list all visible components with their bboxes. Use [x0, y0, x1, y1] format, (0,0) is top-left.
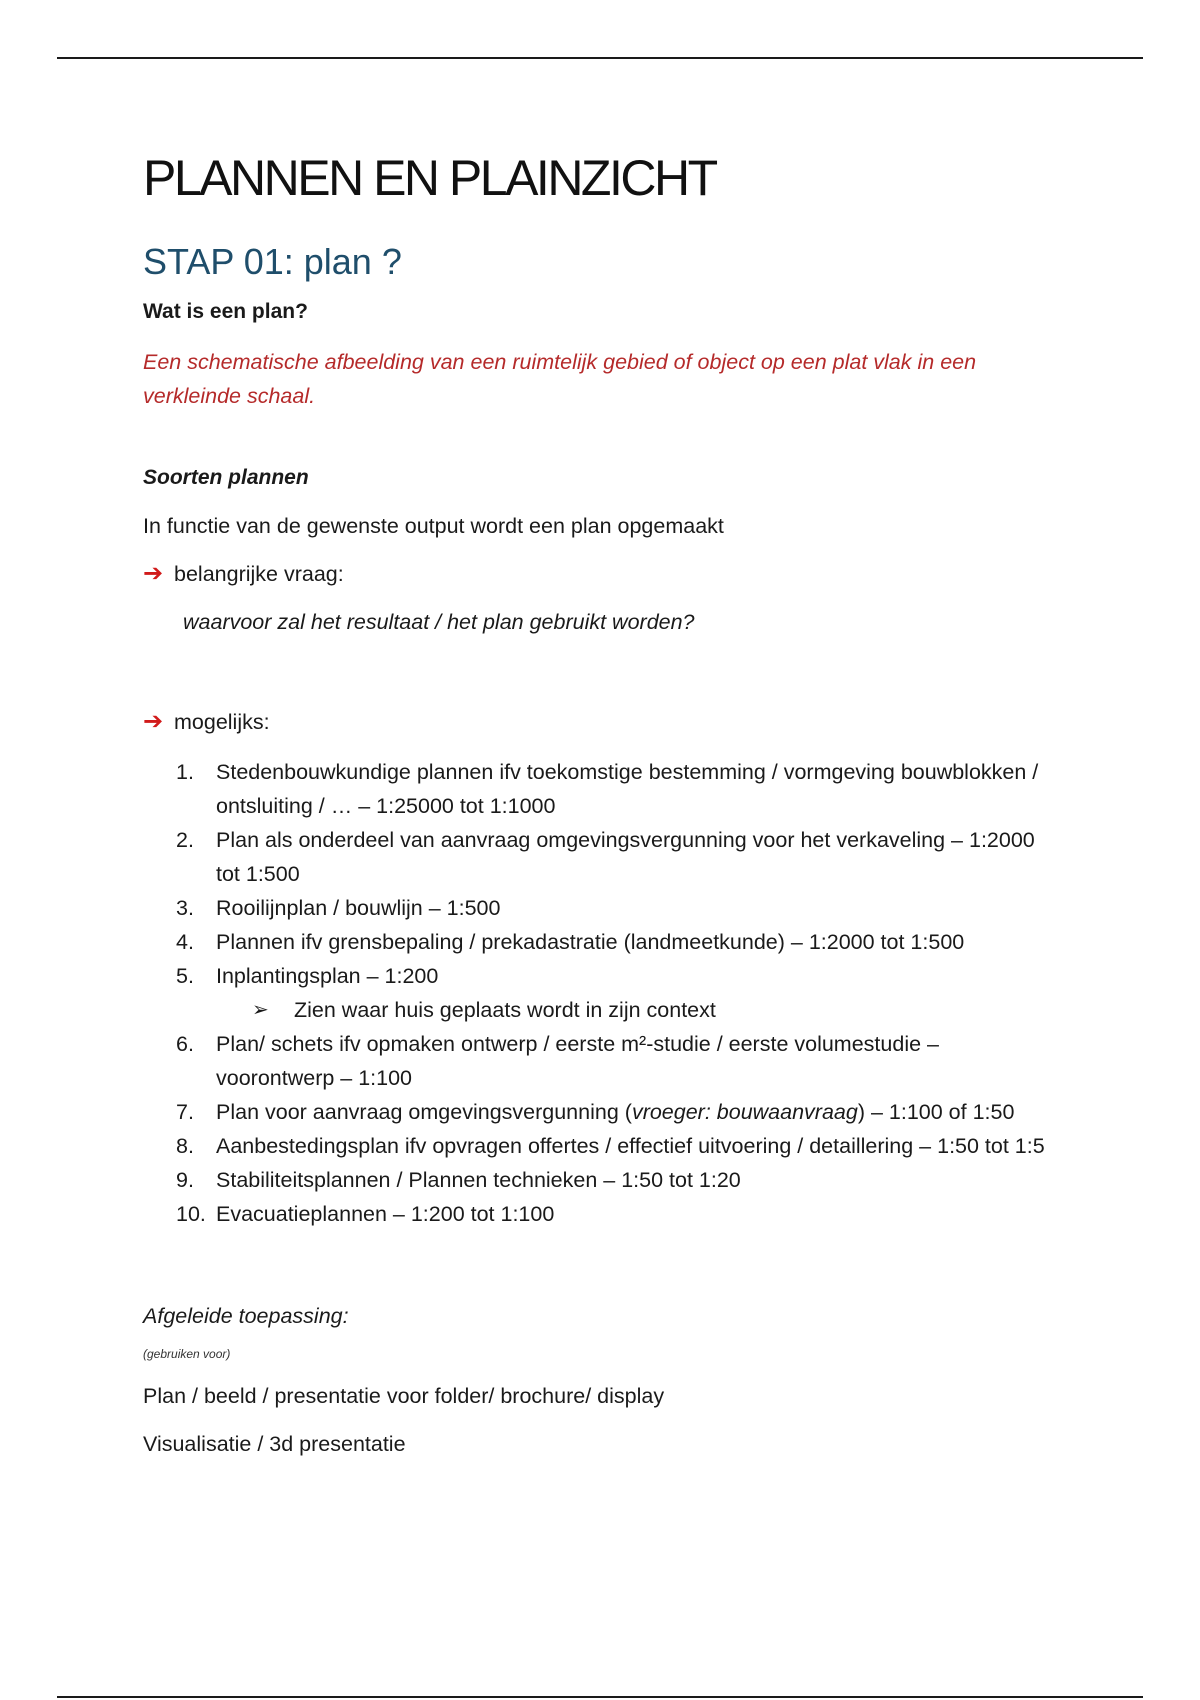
list-item	[143, 1163, 1063, 1197]
derived-item: Visualisatie / 3d presentatie	[143, 1432, 406, 1456]
step-heading: STAP 01: plan ?	[143, 241, 402, 282]
list-item	[143, 1197, 1063, 1231]
list-item	[143, 891, 1063, 925]
important-question: waarvoor zal het resultaat / het plan gebruikt worden?	[183, 610, 695, 634]
intro-text: In functie van de gewenste output wordt een plan opgemaakt	[143, 514, 724, 538]
list-item	[143, 1095, 1063, 1129]
derived-item: Plan / beeld / presentatie voor folder/ brochure/ display	[143, 1384, 665, 1408]
list-item-text: Rooilijnplan / bouwlijn – 1:500	[216, 896, 501, 920]
list-item-text: Plan voor aanvraag omgevingsvergunning (	[216, 1100, 632, 1124]
derived-heading: Afgeleide toepassing:	[143, 1304, 349, 1328]
derived-note: (gebruiken voor)	[143, 1347, 231, 1361]
list-item	[143, 823, 1063, 891]
list-item-text: Stabiliteitsplannen / Plannen technieken – 1:50 tot 1:20	[216, 1168, 741, 1192]
list-number: 4.	[176, 930, 194, 954]
arrow-icon: ➔	[143, 708, 164, 735]
sub-bullet-text: Zien waar huis geplaats wordt in zijn context	[294, 998, 716, 1022]
list-item-text: Stedenbouwkundige plannen ifv toekomstige bestemming / vormgeving bouwblokken / ontsluiting / … – 1:25000 tot 1:1000	[216, 760, 1039, 818]
document-body	[143, 143, 1063, 1459]
important-label: belangrijke vraag:	[174, 562, 344, 586]
list-number: 9.	[176, 1168, 194, 1192]
list-item-italic: vroeger: bouwaanvraag	[631, 1100, 858, 1124]
list-item-text: Plan als onderdeel van aanvraag omgevingsvergunning voor het verkaveling – 1:2000 tot 1:500	[216, 828, 1035, 886]
document-title: PLANNEN EN PLAINZICHT	[143, 150, 716, 206]
list-item	[143, 755, 1063, 823]
list-number: 1.	[176, 760, 194, 784]
plan-types-list	[143, 755, 1063, 1231]
list-item-text: Inplantingsplan – 1:200	[216, 964, 439, 988]
sub-bullet	[252, 993, 1063, 1027]
chevron-bullet-icon: ➢	[252, 999, 269, 1021]
list-item-text: Aanbestedingsplan ifv opvragen offertes / effectief uitvoering / detaillering – 1:50 tot 1:5	[216, 1134, 1045, 1158]
list-item-text: Plan/ schets ifv opmaken ontwerp / eerste m²-studie / eerste volumestudie – voorontwerp – 1:100	[216, 1032, 939, 1090]
list-number: 2.	[176, 828, 194, 852]
list-item-text: Plannen ifv grensbepaling / prekadastratie (landmeetkunde) – 1:2000 tot 1:500	[216, 930, 965, 954]
list-number: 8.	[176, 1134, 194, 1158]
plan-definition: Een schematische afbeelding van een ruimtelijk gebied of object op een plat vlak in een verkleinde schaal.	[143, 350, 977, 408]
possible-label: mogelijks:	[174, 710, 270, 734]
top-rule	[57, 57, 1143, 59]
question-heading: Wat is een plan?	[143, 300, 308, 323]
list-number: 5.	[176, 964, 194, 988]
list-number: 3.	[176, 896, 194, 920]
important-question-line	[143, 559, 1063, 589]
list-number: 10.	[176, 1202, 206, 1226]
possible-line	[143, 707, 1063, 737]
arrow-icon: ➔	[143, 560, 164, 587]
list-item-text: Evacuatieplannen – 1:200 tot 1:100	[216, 1202, 555, 1226]
bottom-rule	[57, 1696, 1143, 1698]
list-item	[143, 1027, 1063, 1095]
list-item-text-end: ) – 1:100 of 1:50	[857, 1100, 1015, 1124]
list-item	[143, 925, 1063, 959]
section-heading: Soorten plannen	[143, 466, 309, 489]
list-number: 6.	[176, 1032, 194, 1056]
list-number: 7.	[176, 1100, 194, 1124]
list-item	[143, 1129, 1063, 1163]
list-item	[143, 959, 1063, 1027]
